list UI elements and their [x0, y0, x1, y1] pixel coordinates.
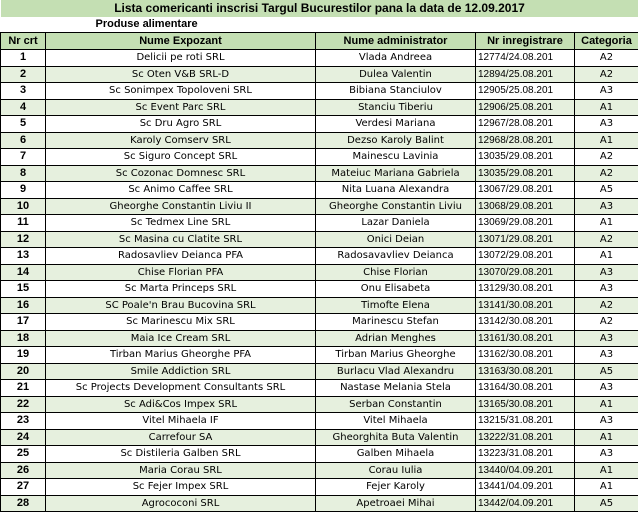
- cell-nr-crt[interactable]: 5: [1, 116, 46, 133]
- table-row: [1, 347, 638, 364]
- table-row: [1, 264, 638, 281]
- cell-nume-administrator[interactable]: Dezso Karoly Balint: [316, 132, 476, 149]
- table-row: [1, 429, 638, 446]
- cell-nume-administrator[interactable]: Corau Iulia: [316, 462, 476, 479]
- cell-nume-expozant[interactable]: Sc Marinescu Mix SRL: [46, 314, 316, 331]
- cell-nr-inregistrare[interactable]: 13070/29.08.201: [476, 264, 575, 281]
- cell-nr-crt[interactable]: 17: [1, 314, 46, 331]
- cell-nume-administrator[interactable]: Apetroaei Mihai: [316, 495, 476, 512]
- cell-categoria[interactable]: A1: [575, 429, 638, 446]
- table-row: [1, 248, 638, 265]
- cell-categoria[interactable]: A1: [575, 462, 638, 479]
- cell-categoria[interactable]: A2: [575, 231, 638, 248]
- cell-nume-administrator[interactable]: Serban Constantin: [316, 396, 476, 413]
- table-row: [1, 413, 638, 430]
- table-row: [1, 149, 638, 166]
- cell-nume-expozant[interactable]: Gheorghe Constantin Liviu II: [46, 198, 316, 215]
- table-row: [1, 462, 638, 479]
- cell-nume-expozant[interactable]: Sc Sonimpex Topoloveni SRL: [46, 83, 316, 100]
- table-row: [1, 50, 638, 67]
- cell-nr-inregistrare[interactable]: 13129/30.08.201: [476, 281, 575, 298]
- cell-nume-administrator[interactable]: Burlacu Vlad Alexandru: [316, 363, 476, 380]
- cell-nr-inregistrare[interactable]: 13072/29.08.201: [476, 248, 575, 265]
- cell-nr-crt[interactable]: 22: [1, 396, 46, 413]
- cell-nume-expozant[interactable]: Sc Cozonac Domnesc SRL: [46, 165, 316, 182]
- cell-categoria[interactable]: A2: [575, 66, 638, 83]
- cell-categoria[interactable]: A1: [575, 132, 638, 149]
- cell-nume-administrator[interactable]: Gheorghe Constantin Liviu: [316, 198, 476, 215]
- table-row: [1, 297, 638, 314]
- cell-nr-inregistrare[interactable]: 13142/30.08.201: [476, 314, 575, 331]
- table-row: [1, 281, 638, 298]
- cell-nume-expozant[interactable]: Sc Distileria Galben SRL: [46, 446, 316, 463]
- cell-nr-crt[interactable]: 21: [1, 380, 46, 397]
- cell-nr-crt[interactable]: 27: [1, 479, 46, 496]
- table-row: [1, 198, 638, 215]
- cell-nume-expozant[interactable]: Maria Corau SRL: [46, 462, 316, 479]
- header-categoria[interactable]: Categoria: [575, 33, 638, 50]
- cell-nr-crt[interactable]: 3: [1, 83, 46, 100]
- table-row: [1, 446, 638, 463]
- cell-nr-crt[interactable]: 6: [1, 132, 46, 149]
- cell-categoria[interactable]: A1: [575, 99, 638, 116]
- cell-categoria[interactable]: A2: [575, 149, 638, 166]
- table-row: [1, 66, 638, 83]
- cell-nume-expozant[interactable]: Smile Addiction SRL: [46, 363, 316, 380]
- cell-nume-administrator[interactable]: Dulea Valentin: [316, 66, 476, 83]
- cell-nume-administrator[interactable]: Fejer Karoly: [316, 479, 476, 496]
- cell-nume-expozant[interactable]: Sc Adi&Cos Impex SRL: [46, 396, 316, 413]
- cell-categoria[interactable]: A3: [575, 413, 638, 430]
- cell-nume-expozant[interactable]: Sc Tedmex Line SRL: [46, 215, 316, 232]
- section-subtitle[interactable]: Produse alimentare: [46, 17, 638, 33]
- cell-nr-crt[interactable]: 20: [1, 363, 46, 380]
- table-row: [1, 231, 638, 248]
- sheet-title[interactable]: Lista comericanti inscrisi Targul Bucurestilor pana la data de 12.09.2017: [1, 0, 638, 17]
- cell-nr-crt[interactable]: 9: [1, 182, 46, 199]
- cell-nume-expozant[interactable]: Sc Masina cu Clatite SRL: [46, 231, 316, 248]
- cell-categoria[interactable]: A3: [575, 264, 638, 281]
- cell-nr-crt[interactable]: 23: [1, 413, 46, 430]
- cell-nume-expozant[interactable]: Sc Animo Caffee SRL: [46, 182, 316, 199]
- cell-nume-expozant[interactable]: Radosavliev Deianca PFA: [46, 248, 316, 265]
- cell-nume-administrator[interactable]: Lazar Daniela: [316, 215, 476, 232]
- cell-nume-expozant[interactable]: Chise Florian PFA: [46, 264, 316, 281]
- cell-nr-crt[interactable]: 14: [1, 264, 46, 281]
- cell-categoria[interactable]: A2: [575, 165, 638, 182]
- cell-nume-expozant[interactable]: Sc Marta Princeps SRL: [46, 281, 316, 298]
- cell-nr-inregistrare[interactable]: 13223/31.08.201: [476, 446, 575, 463]
- cell-nr-crt[interactable]: 8: [1, 165, 46, 182]
- cell-nr-crt[interactable]: 2: [1, 66, 46, 83]
- cell-categoria[interactable]: A5: [575, 182, 638, 199]
- cell-nr-crt[interactable]: 15: [1, 281, 46, 298]
- table-row: [1, 83, 638, 100]
- cell-nr-crt[interactable]: 12: [1, 231, 46, 248]
- cell-nume-administrator[interactable]: Verdesi Mariana: [316, 116, 476, 133]
- cell-nume-administrator[interactable]: Bibiana Stanciulov: [316, 83, 476, 100]
- cell-nume-expozant[interactable]: Sc Projects Development Consultants SRL: [46, 380, 316, 397]
- cell-nr-crt[interactable]: 11: [1, 215, 46, 232]
- cell-nr-crt[interactable]: 26: [1, 462, 46, 479]
- cell-nume-expozant[interactable]: Vitel Mihaela IF: [46, 413, 316, 430]
- cell-nr-inregistrare[interactable]: 13068/29.08.201: [476, 198, 575, 215]
- cell-nr-crt[interactable]: 4: [1, 99, 46, 116]
- cell-categoria[interactable]: A2: [575, 297, 638, 314]
- cell-nr-inregistrare[interactable]: 13441/04.09.201: [476, 479, 575, 496]
- cell-nume-administrator[interactable]: Radosavavliev Deianca: [316, 248, 476, 265]
- cell-nume-administrator[interactable]: Nita Luana Alexandra: [316, 182, 476, 199]
- table-row: [1, 182, 638, 199]
- cell-nr-crt[interactable]: 13: [1, 248, 46, 265]
- table-row: [1, 314, 638, 331]
- cell-nume-administrator[interactable]: Adrian Menghes: [316, 330, 476, 347]
- table-row: [1, 99, 638, 116]
- cell-nume-administrator[interactable]: Marinescu Stefan: [316, 314, 476, 331]
- cell-nr-inregistrare[interactable]: 13215/31.08.201: [476, 413, 575, 430]
- cell-nr-inregistrare[interactable]: 13035/29.08.201: [476, 165, 575, 182]
- cell-nume-expozant[interactable]: Agrococoni SRL: [46, 495, 316, 512]
- cell-nume-administrator[interactable]: Mainescu Lavinia: [316, 149, 476, 166]
- cell-nr-crt[interactable]: 25: [1, 446, 46, 463]
- cell-categoria[interactable]: A1: [575, 479, 638, 496]
- cell-categoria[interactable]: A3: [575, 347, 638, 364]
- cell-categoria[interactable]: A3: [575, 380, 638, 397]
- cell-nume-administrator[interactable]: Galben Mihaela: [316, 446, 476, 463]
- cell-nr-crt[interactable]: 1: [1, 50, 46, 67]
- cell-nume-expozant[interactable]: Karoly Comserv SRL: [46, 132, 316, 149]
- cell-nume-expozant[interactable]: Sc Fejer Impex SRL: [46, 479, 316, 496]
- cell-nr-crt[interactable]: 7: [1, 149, 46, 166]
- table-row: [1, 215, 638, 232]
- table-row: [1, 479, 638, 496]
- cell-categoria[interactable]: A2: [575, 314, 638, 331]
- cell-categoria[interactable]: A3: [575, 83, 638, 100]
- cell-categoria[interactable]: A3: [575, 446, 638, 463]
- cell-nume-administrator[interactable]: Vitel Mihaela: [316, 413, 476, 430]
- cell-nr-inregistrare[interactable]: 13163/30.08.201: [476, 363, 575, 380]
- cell-nr-inregistrare[interactable]: 13164/30.08.201: [476, 380, 575, 397]
- cell-categoria[interactable]: A5: [575, 363, 638, 380]
- header-nr-crt[interactable]: Nr crt: [1, 33, 46, 50]
- cell-nume-expozant[interactable]: Carrefour SA: [46, 429, 316, 446]
- table-row: [1, 165, 638, 182]
- cell-nr-inregistrare[interactable]: 13141/30.08.201: [476, 297, 575, 314]
- table-row: [1, 363, 638, 380]
- cell-nume-administrator[interactable]: Onici Deian: [316, 231, 476, 248]
- table-row: [1, 116, 638, 133]
- header-nume-expozant[interactable]: Nume Expozant: [46, 33, 316, 50]
- cell-nr-inregistrare[interactable]: 13161/30.08.201: [476, 330, 575, 347]
- cell-nr-inregistrare[interactable]: 13440/04.09.201: [476, 462, 575, 479]
- cell-nr-inregistrare[interactable]: 12905/25.08.201: [476, 83, 575, 100]
- cell-nume-administrator[interactable]: Tirban Marius Gheorghe: [316, 347, 476, 364]
- cell-nr-crt[interactable]: 18: [1, 330, 46, 347]
- cell-nume-administrator[interactable]: Stanciu Tiberiu: [316, 99, 476, 116]
- cell-categoria[interactable]: A3: [575, 198, 638, 215]
- cell-nume-expozant[interactable]: Sc Siguro Concept SRL: [46, 149, 316, 166]
- cell-categoria[interactable]: A3: [575, 281, 638, 298]
- table-row: [1, 330, 638, 347]
- cell-nr-crt[interactable]: 10: [1, 198, 46, 215]
- cell-nume-expozant[interactable]: SC Poale'n Brau Bucovina SRL: [46, 297, 316, 314]
- cell-nume-expozant[interactable]: Maia Ice Cream SRL: [46, 330, 316, 347]
- cell-nr-inregistrare[interactable]: 13071/29.08.201: [476, 231, 575, 248]
- cell-nume-expozant[interactable]: Sc Oten V&B SRL-D: [46, 66, 316, 83]
- cell-categoria[interactable]: A1: [575, 248, 638, 265]
- cell-nr-inregistrare[interactable]: 12967/28.08.201: [476, 116, 575, 133]
- table-row: [1, 396, 638, 413]
- cell-categoria[interactable]: A1: [575, 215, 638, 232]
- cell-nume-expozant[interactable]: Tirban Marius Gheorghe PFA: [46, 347, 316, 364]
- cell-nr-crt[interactable]: 28: [1, 495, 46, 512]
- cell-nr-inregistrare[interactable]: 13165/30.08.201: [476, 396, 575, 413]
- cell-nume-administrator[interactable]: Timofte Elena: [316, 297, 476, 314]
- cell-nr-inregistrare[interactable]: 13442/04.09.201: [476, 495, 575, 512]
- cell-categoria[interactable]: A3: [575, 330, 638, 347]
- cell-nr-crt[interactable]: 16: [1, 297, 46, 314]
- cell-nr-inregistrare[interactable]: 13035/29.08.201: [476, 149, 575, 166]
- cell-nr-inregistrare[interactable]: 13069/29.08.201: [476, 215, 575, 232]
- cell-nume-administrator[interactable]: Nastase Melania Stela: [316, 380, 476, 397]
- cell-categoria[interactable]: A1: [575, 396, 638, 413]
- cell-nr-inregistrare[interactable]: 12774/24.08.201: [476, 50, 575, 67]
- cell-nume-administrator[interactable]: Vlada Andreea: [316, 50, 476, 67]
- cell-nume-administrator[interactable]: Chise Florian: [316, 264, 476, 281]
- cell-nr-inregistrare[interactable]: 13222/31.08.201: [476, 429, 575, 446]
- cell-nume-expozant[interactable]: Delicii pe roti SRL: [46, 50, 316, 67]
- cell-nr-crt[interactable]: 19: [1, 347, 46, 364]
- cell-nume-expozant[interactable]: Sc Dru Agro SRL: [46, 116, 316, 133]
- blank-cell[interactable]: [1, 17, 46, 33]
- cell-nr-inregistrare[interactable]: 12906/25.08.201: [476, 99, 575, 116]
- cell-categoria[interactable]: A2: [575, 50, 638, 67]
- cell-nume-administrator[interactable]: Mateiuc Mariana Gabriela: [316, 165, 476, 182]
- cell-nume-administrator[interactable]: Gheorghita Buta Valentin: [316, 429, 476, 446]
- cell-nume-expozant[interactable]: Sc Event Parc SRL: [46, 99, 316, 116]
- cell-nr-inregistrare[interactable]: 12968/28.08.201: [476, 132, 575, 149]
- cell-nr-inregistrare[interactable]: 13067/29.08.201: [476, 182, 575, 199]
- table-row: [1, 132, 638, 149]
- cell-nr-inregistrare[interactable]: 13162/30.08.201: [476, 347, 575, 364]
- table-row: [1, 495, 638, 512]
- table-row: [1, 380, 638, 397]
- cell-categoria[interactable]: A5: [575, 495, 638, 512]
- cell-nr-inregistrare[interactable]: 12894/25.08.201: [476, 66, 575, 83]
- cell-nr-crt[interactable]: 24: [1, 429, 46, 446]
- cell-nume-administrator[interactable]: Onu Elisabeta: [316, 281, 476, 298]
- cell-categoria[interactable]: A3: [575, 116, 638, 133]
- header-nume-administrator[interactable]: Nume administrator: [316, 33, 476, 50]
- header-nr-inregistrare[interactable]: Nr inregistrare: [476, 33, 575, 50]
